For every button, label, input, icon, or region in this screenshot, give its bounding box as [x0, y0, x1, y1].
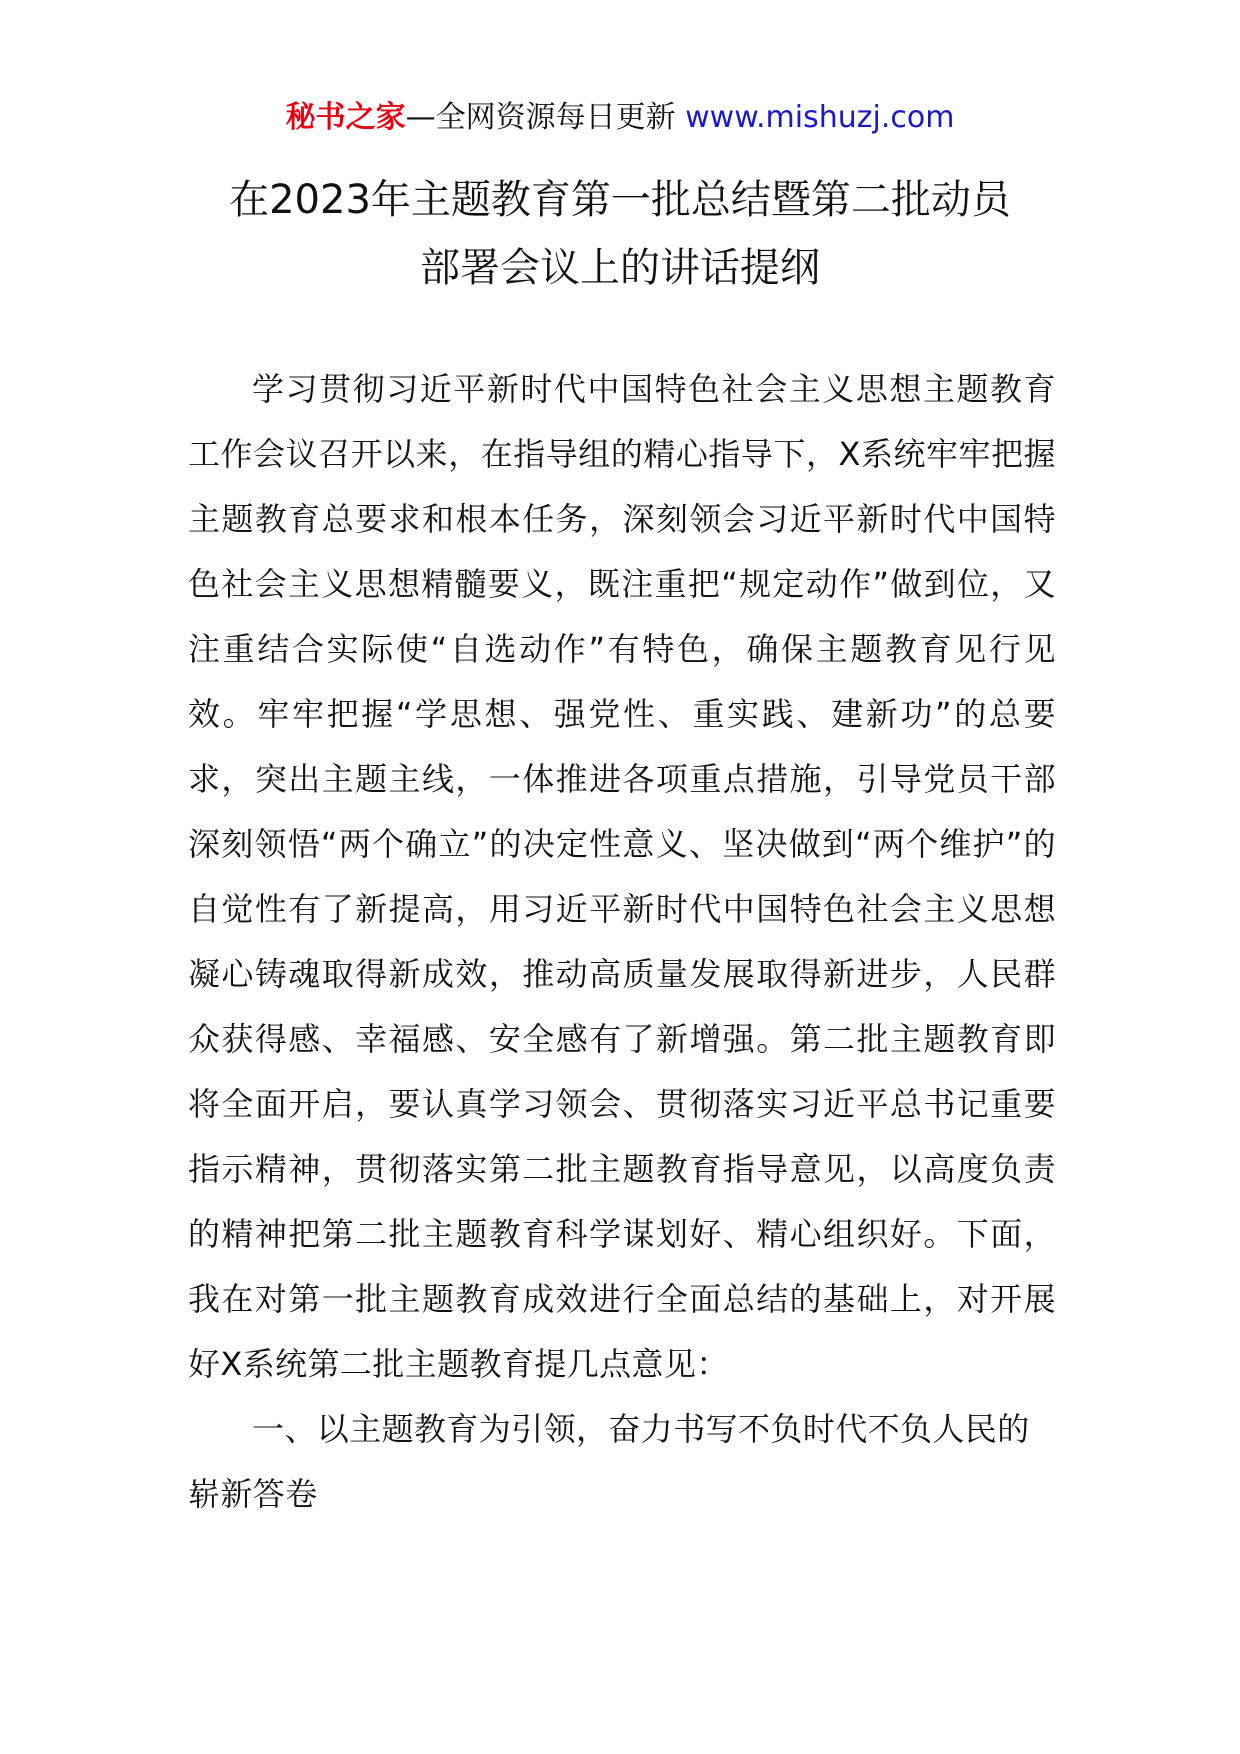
document-body: [188, 357, 1056, 1527]
intro-paragraph: 学习贯彻习近平新时代中国特色社会主义思想主题教育工作会议召开以来，在指导组的精心指导下，X系统牢牢把握主题教育总要求和根本任务，深刻领会习近平新时代中国特色社会主义思想精髓要义，既注重把“规定动作”做到位，又注重结合实际使“自选动作”有特色，确保主题教育见行见效。牢牢把握“学思想、强党性、重实践、建新功”的总要求，突出主题主线，一体推进各项重点措施，引导党员干部深刻领悟“两个确立”的决定性意义、坚决做到“两个维护”的自觉性有了新提高，用习近平新时代中国特色社会主义思想凝心铸魂取得新成效，推动高质量发展取得新进步，人民群众获得感、幸福感、安全感有了新增强。第二批主题教育即将全面开启，要认真学习领会、贯彻落实习近平总书记重要指示精神，贯彻落实第二批主题教育指导意见，以高度负责的精神把第二批主题教育科学谋划好、精心组织好。下面，我在对第一批主题教育成效进行全面总结的基础上，对开展好X系统第二批主题教育提几点意见：: [188, 370, 1056, 1383]
site-brand: 秘书之家: [285, 100, 406, 135]
site-tagline: —全网资源每日更新: [405, 100, 676, 135]
section-heading-1: 一、以主题教育为引领，奋力书写不负时代不负人民的崭新答卷: [188, 1410, 1030, 1513]
document-title-line-1: 在2023年主题教育第一批总结暨第二批动员: [229, 177, 1011, 223]
site-url-link[interactable]: www.mishuzj.com: [685, 100, 955, 135]
site-header: [0, 98, 1240, 138]
document-title-line-2: 部署会议上的讲话提纲: [420, 245, 820, 291]
document-title: [0, 166, 1240, 302]
